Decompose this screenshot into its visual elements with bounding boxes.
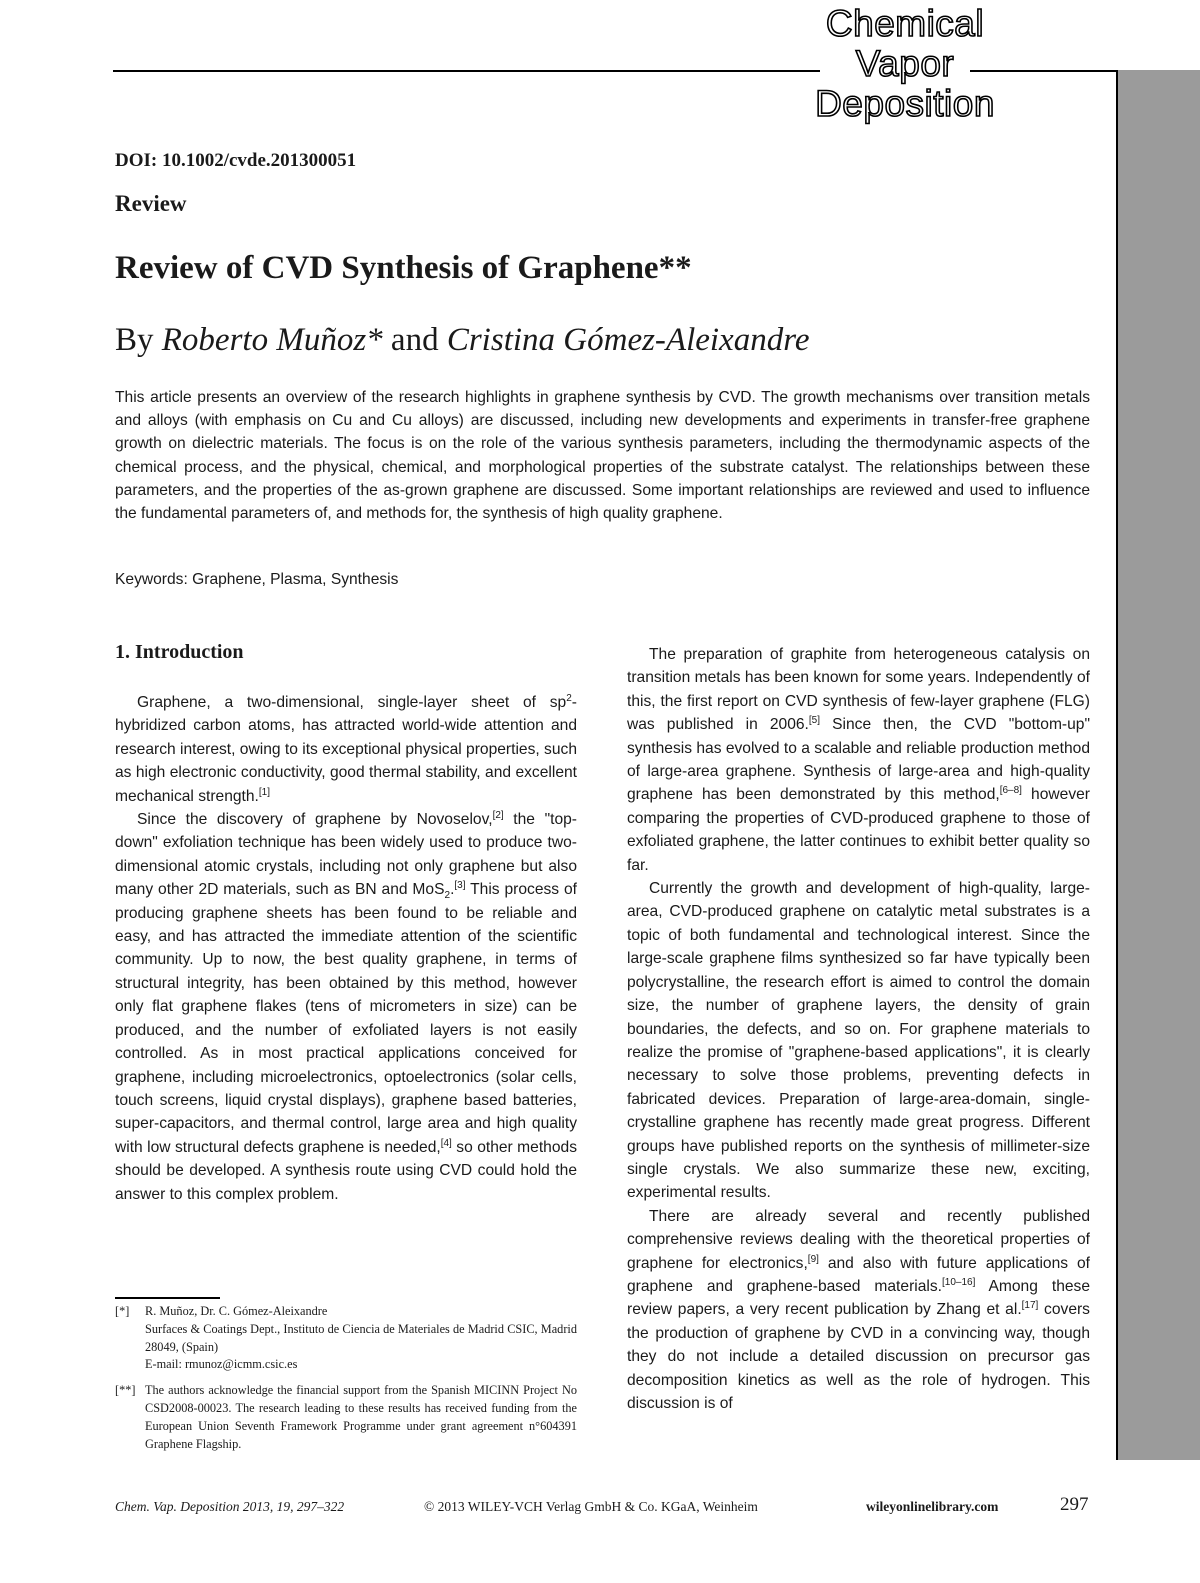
author-byline: [115, 322, 809, 359]
side-tab-bar: [1118, 70, 1200, 1460]
body-paragraph: Currently the growth and development of high-quality, large-area, CVD-produced graphene on catalytic metal substrates is a topic of both fundamental and technological interest. Since the large-scale graphene films synthesized so far have typically been polycrystalline, the research effort is aimed to control the domain size, the number of graphene layers, the density of grain boundaries, the defects, and so on. For graphene materials to realize the promise of "graphene-based applications", it is clearly necessary to solve those problems, preventing defects in fabricated devices. Preparation of large-area-domain, single-crystalline graphene has recently made great progress. Different groups have published reports on the synthesis of millimeter-size single crystals. We also summarize these new, exciting, experimental results.: [627, 880, 1090, 1202]
byline-and: and: [382, 322, 447, 358]
reference-link[interactable]: [5]: [808, 715, 821, 727]
reference-link[interactable]: [1]: [258, 786, 271, 798]
reference-link[interactable]: [2]: [492, 809, 504, 821]
body-column-left: [115, 691, 577, 1206]
reference-link[interactable]: [17]: [1021, 1300, 1039, 1312]
journal-logo-line: Deposition: [815, 83, 995, 124]
author-name: Cristina Gómez-Aleixandre: [446, 322, 810, 358]
reference-link[interactable]: [9]: [807, 1253, 819, 1265]
footnote-line: R. Muñoz, Dr. C. Gómez-Aleixandre: [145, 1304, 328, 1318]
reference-link[interactable]: [3]: [454, 880, 466, 892]
author-name: Roberto Muñoz*: [161, 322, 383, 358]
footnote-mark: [**]: [115, 1383, 136, 1398]
footer-copyright: © 2013 WILEY-VCH Verlag GmbH & Co. KGaA, Weinheim: [424, 1499, 758, 1514]
footnote: [115, 1382, 577, 1453]
body-paragraph: Graphene, a two-dimensional, single-layer sheet of $sp^2$-hybridized carbon atoms, has attracted world-wide attention and research interest, owing to its exceptional physical properties, such as high electronic conductivity, good thermal stability, and excellent mechanical strength.[1]: [115, 692, 577, 805]
journal-logo: [795, 4, 1015, 124]
article-type: Review: [115, 191, 187, 216]
reference-link[interactable]: [10–16]: [942, 1276, 976, 1288]
keywords: Keywords: Graphene, Plasma, Synthesis: [115, 571, 399, 588]
subscript: 2: [444, 890, 451, 902]
reference-link[interactable]: [6–8]: [999, 785, 1022, 797]
byline-by: By: [115, 322, 162, 358]
journal-logo-line: Vapor: [855, 43, 955, 84]
section-heading: 1. Introduction: [115, 641, 244, 663]
footer-citation: Chem. Vap. Deposition 2013, 19, 297–322: [115, 1499, 345, 1514]
body-paragraph: Since the discovery of graphene by Novoselov,[2] the "top-down" exfoliation technique has been widely used to produce two-dimensional atomic crystals, including not only graphene but also many other 2D materials, such as BN and MoS$_2$.[3] This process of producing graphene sheets has been found to be reliable and easy, and has attracted the immediate attention of the scientific community. Up to now, the best quality graphene, in terms of structural integrity, has been obtained by this method, however only flat graphene flakes (tens of micrometers in size) can be produced, and the number of exfoliated layers is not easily controlled. As in most practical applications conceived for graphene, including microelectronics, optoelectronics (solar cells, touch screens, liquid crystal displays), graphene based batteries, super-capacitors, and thermal control, large area and high quality with low structural defects graphene is needed,[4] so other methods should be developed. A synthesis route using CVD could hold the answer to this complex problem.: [115, 809, 577, 1203]
body-column-right: [627, 643, 1090, 1415]
abstract: This article presents an overview of the research highlights in graphene synthesis by CVD. The growth mechanisms over transition metals and alloys (with emphasis on Cu and Cu alloys) are discussed, including new developments and experiments in transfer-free graphene growth on dielectric materials. The focus is on the role of the various synthesis parameters, including the thermodynamic aspects of the chemical process, and the physical, chemical, and morphological properties of the substrate catalyst. The relationships between these parameters, and the properties of the as-grown graphene are discussed. Some important relationships are reviewed and used to influence the fundamental parameters of, and methods for, the synthesis of high quality graphene.: [115, 389, 1090, 523]
footnote: [115, 1303, 577, 1374]
body-paragraph: The preparation of graphite from heterogeneous catalysis on transition metals has been known for some years. Independently of this, the first report on CVD synthesis of few-layer graphene (FLG) was published in 2006.[5] Since then, the CVD "bottom-up" synthesis has evolved to a scalable and reliable production method of large-area graphene. Synthesis of large-area and high-quality graphene has been demonstrated by this method,[6–8] however comparing the properties of CVD-produced graphene to those of exfoliated graphene, the latter continues to exhibit better quality so far.: [627, 646, 1091, 874]
body-paragraph: There are already several and recently published comprehensive reviews dealing with the theoretical properties of graphene for electronics,[9] and also with future applications of graphene and graphene-based materials.[10–16] Among these review papers, a very recent publication by Zhang et al.[17] covers the production of graphene by CVD in a convincing way, though they do not include a detailed discussion on precursor gas decomposition kinetics as well as the role of hydrogen. This discussion is of: [627, 1207, 1091, 1412]
article-title: Review of CVD Synthesis of Graphene**: [115, 250, 692, 286]
reference-link[interactable]: [4]: [440, 1137, 452, 1149]
footnote-rule: [115, 1297, 220, 1299]
header-rule-left: [113, 70, 820, 72]
journal-logo-line: Chemical: [825, 3, 985, 44]
footnote-email[interactable]: E-mail: rmunoz@icmm.csic.es: [145, 1357, 298, 1372]
footnote-line: Surfaces & Coatings Dept., Instituto de Ciencia de Materiales de Madrid CSIC, Madrid 28049, (Spain): [145, 1321, 577, 1354]
footnotes: [115, 1303, 577, 1461]
superscript: 2: [566, 692, 572, 704]
footer-url-link[interactable]: wileyonlinelibrary.com: [866, 1499, 999, 1514]
doi-line[interactable]: DOI: 10.1002/cvde.201300051: [115, 150, 357, 171]
page-number: 297: [1060, 1494, 1089, 1515]
footnote-mark: [*]: [115, 1304, 130, 1318]
footnote-line: The authors acknowledge the financial support from the Spanish MICINN Project No CSD2008-00023. The research leading to these results has received funding from the European Union Seventh Framework Programme under grant agreement n°604391 Graphene Flagship.: [145, 1383, 577, 1451]
